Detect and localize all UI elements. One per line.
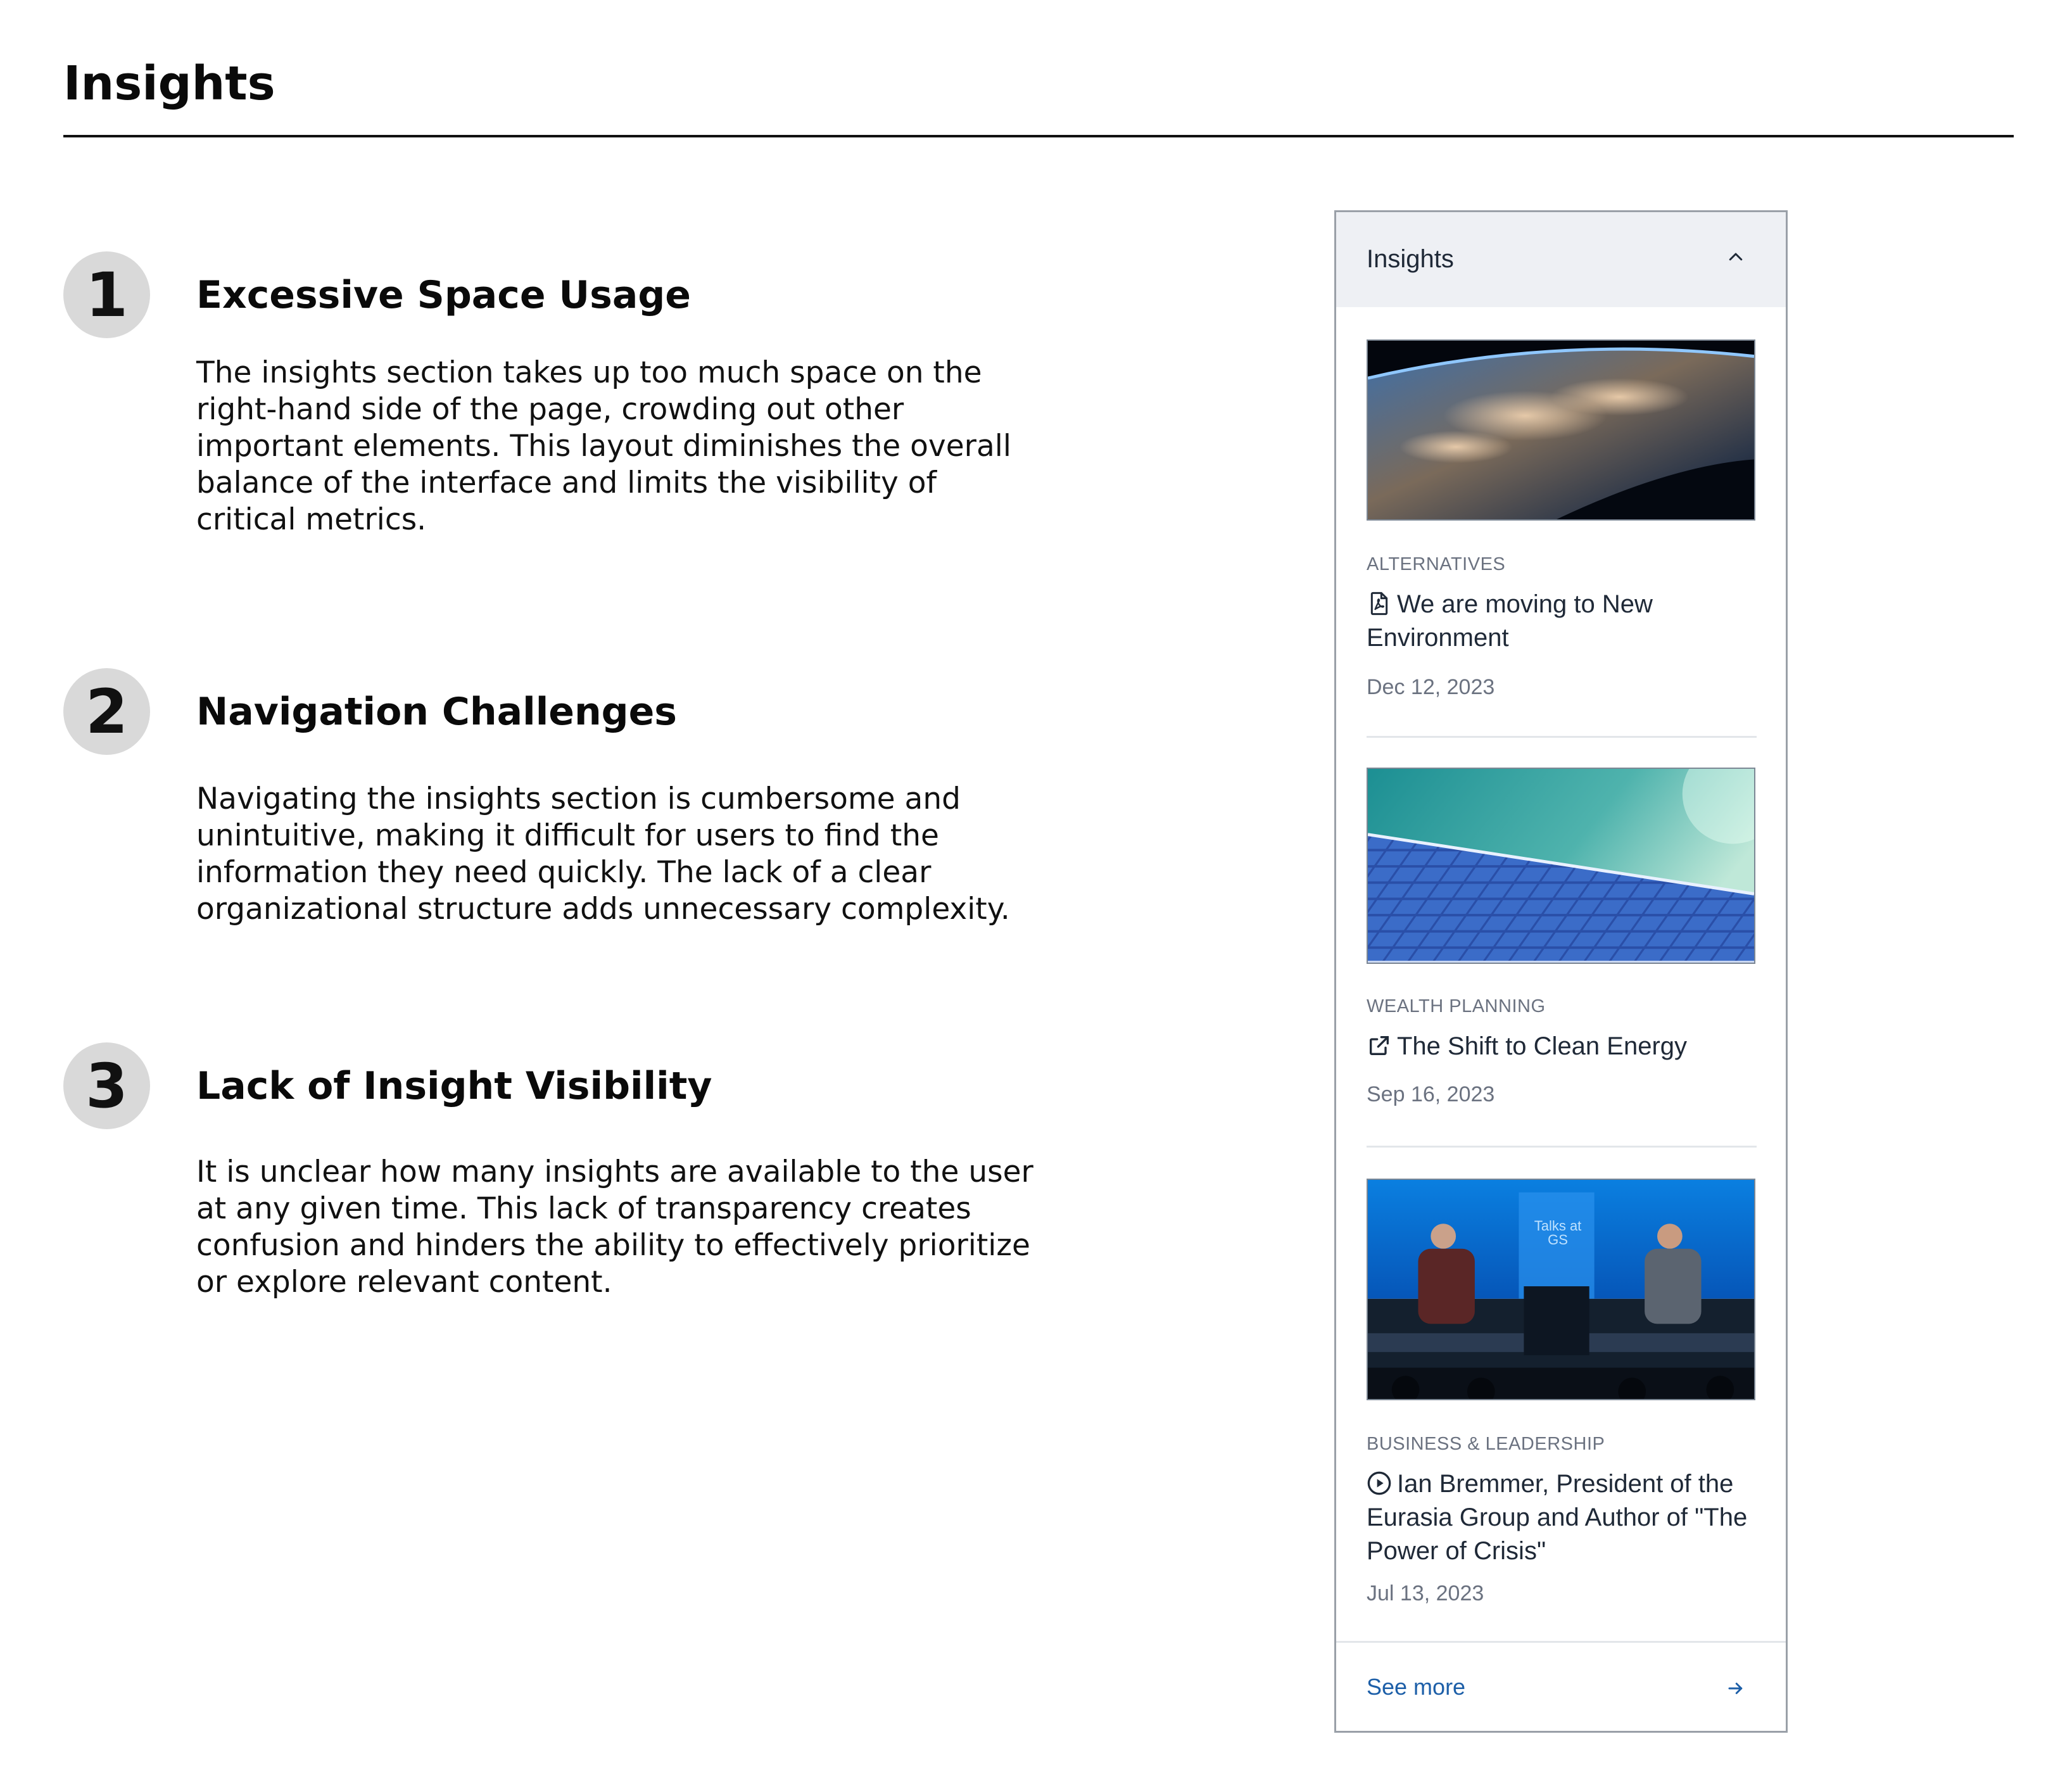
insight-date: Sep 16, 2023 <box>1367 1082 1495 1106</box>
talks-at-gs-logo: Talks at GS <box>1534 1218 1582 1248</box>
insight-title: We are moving to New Environment <box>1367 590 1653 652</box>
chevron-up-icon[interactable] <box>1726 248 1745 267</box>
insight-title: The Shift to Clean Energy <box>1397 1032 1688 1060</box>
insight-date: Jul 13, 2023 <box>1367 1581 1484 1605</box>
insights-panel-title: Insights <box>1367 245 1454 273</box>
insight-title-link[interactable] <box>1367 1030 1759 1063</box>
insights-panel-header[interactable] <box>1336 212 1786 307</box>
insight-card[interactable] <box>1367 1179 1757 1609</box>
insight-title-link[interactable] <box>1367 588 1759 655</box>
insights-panel <box>1334 210 1788 1733</box>
see-more-link[interactable]: See more <box>1367 1674 1466 1700</box>
issue-heading: Excessive Space Usage <box>196 273 691 317</box>
play-circle-icon <box>1367 1471 1392 1496</box>
insight-card[interactable] <box>1367 768 1757 1110</box>
external-link-icon <box>1367 1033 1392 1058</box>
issue-point-3 <box>63 1042 1077 1334</box>
arrow-right-icon[interactable] <box>1726 1679 1745 1698</box>
video-thumbnail[interactable] <box>1367 1179 1755 1400</box>
insight-title: Ian Bremmer, President of the Eurasia Group and Author of "The Power of Crisis" <box>1367 1470 1748 1565</box>
stage-interview-image <box>1368 1180 1754 1399</box>
panel-footer-divider <box>1336 1641 1786 1643</box>
insight-category: ALTERNATIVES <box>1367 554 1506 574</box>
issue-number-badge: 1 <box>63 251 150 338</box>
solar-panels-image <box>1368 769 1754 963</box>
issue-number-badge: 2 <box>63 668 150 755</box>
card-divider <box>1367 1146 1757 1148</box>
insight-category: BUSINESS & LEADERSHIP <box>1367 1434 1605 1454</box>
solar-thumbnail[interactable] <box>1367 768 1755 964</box>
insight-title-link[interactable] <box>1367 1467 1759 1568</box>
issue-heading: Lack of Insight Visibility <box>196 1064 712 1108</box>
insight-card[interactable] <box>1367 339 1757 745</box>
issue-heading: Navigation Challenges <box>196 690 678 734</box>
earth-thumbnail[interactable] <box>1367 339 1755 521</box>
page-title: Insights <box>63 56 275 111</box>
insight-date: Dec 12, 2023 <box>1367 675 1495 699</box>
title-divider <box>63 135 2014 137</box>
issue-description: It is unclear how many insights are available to the user at any given time. This lack of transparency creates confusion and hinders the ability to effectively prioritize or explore relevant content. <box>196 1155 1033 1300</box>
issue-point-2 <box>63 668 1077 959</box>
issue-number-badge: 3 <box>63 1042 150 1129</box>
insight-category: WEALTH PLANNING <box>1367 996 1546 1016</box>
pdf-document-icon <box>1367 591 1392 616</box>
issue-point-1 <box>63 251 1077 568</box>
issue-description: Navigating the insights section is cumbersome and unintuitive, making it difficult for users to find the information they need quickly. The lack of a clear organizational structure adds unnecessary complexity. <box>196 782 1010 927</box>
issue-description: The insights section takes up too much space on the right-hand side of the page, crowding out other important elements. This layout diminishes the overall balance of the interface and limits the visibility of critical metrics. <box>196 355 1011 537</box>
card-divider <box>1367 736 1757 738</box>
earth-image <box>1368 341 1754 519</box>
